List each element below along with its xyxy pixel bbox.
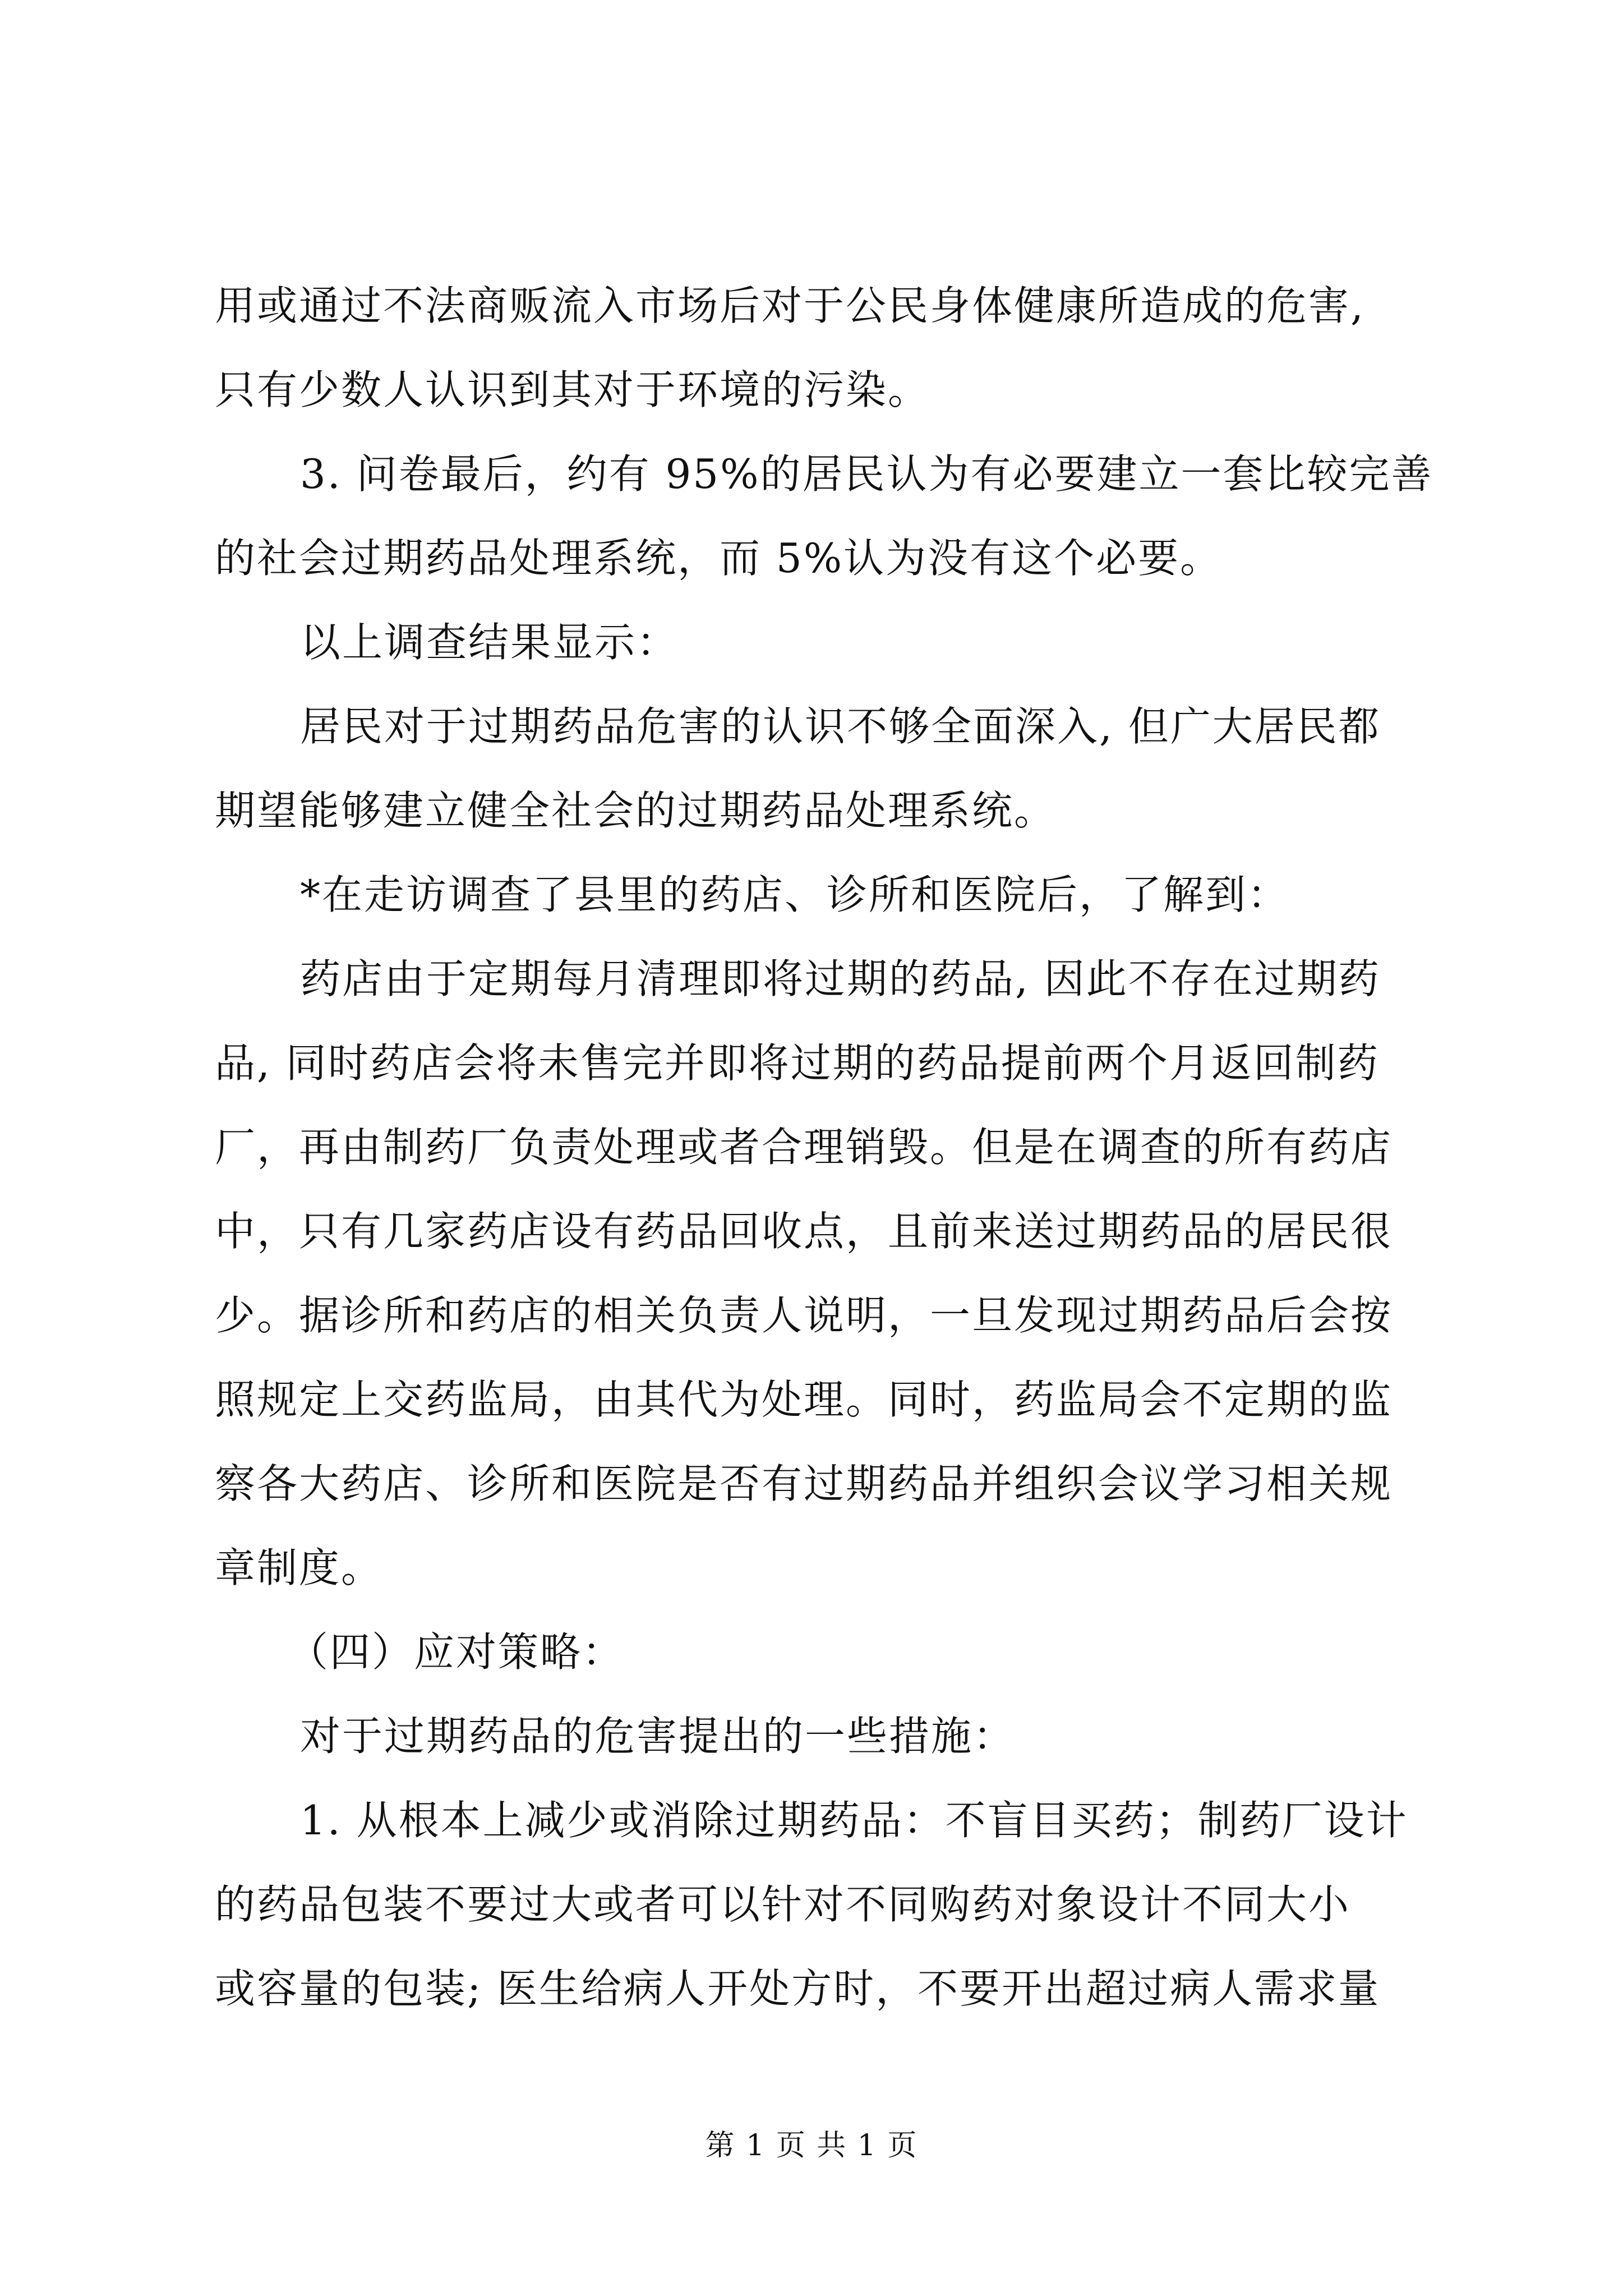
text-line: 居民对于过期药品危害的认识不够全面深入, 但广大居民都 [300,703,1381,750]
text-line: 少。据诊所和药店的相关负责人说明，一旦发现过期药品后会按 [215,1292,1393,1339]
page-number-footer: 第 1 页 共 1 页 [705,2129,918,2162]
text-line: 章制度。 [215,1544,384,1591]
text-line: 或容量的包装; 医生给病人开处方时，不要开出超过病人需求量 [215,1965,1381,2012]
text-line: 的药品包装不要过大或者可以针对不同购药对象设计不同大小 [215,1881,1351,1928]
text-line: 药店由于定期每月清理即将过期的药品, 因此不存在过期药 [300,955,1381,1002]
text-line: 只有少数人认识到其对于环境的污染。 [215,366,930,413]
text-line: 1. 从根本上减少或消除过期药品：不盲目买药；制药厂设计 [300,1797,1408,1844]
text-line: 察各大药店、诊所和医院是否有过期药品并组织会议学习相关规 [215,1460,1393,1507]
text-line: 以上调查结果显示： [300,619,679,666]
text-line: 厂，再由制药厂负责处理或者合理销毁。但是在调查的所有药店 [215,1124,1393,1171]
text-line: 对于过期药品的危害提出的一些措施： [300,1713,1016,1760]
text-line: 3. 问卷最后，约有 95%的居民认为有必要建立一套比较完善 [300,450,1433,498]
section-heading: （四）应对策略： [288,1628,625,1676]
text-line: 照规定上交药监局，由其代为处理。同时，药监局会不定期的监 [215,1376,1393,1423]
text-line: *在走访调查了县里的药店、诊所和医院后，了解到： [300,871,1290,918]
text-line: 期望能够建立健全社会的过期药品处理系统。 [215,787,1057,834]
text-line: 中，只有几家药店设有药品回收点，且前来送过期药品的居民很 [215,1208,1393,1255]
text-line: 的社会过期药品处理系统，而 5%认为没有这个必要。 [215,535,1223,582]
text-line: 用或通过不法商贩流入市场后对于公民身体健康所造成的危害, [215,282,1365,329]
text-line: 品, 同时药店会将未售完并即将过期的药品提前两个月返回制药 [215,1039,1380,1087]
